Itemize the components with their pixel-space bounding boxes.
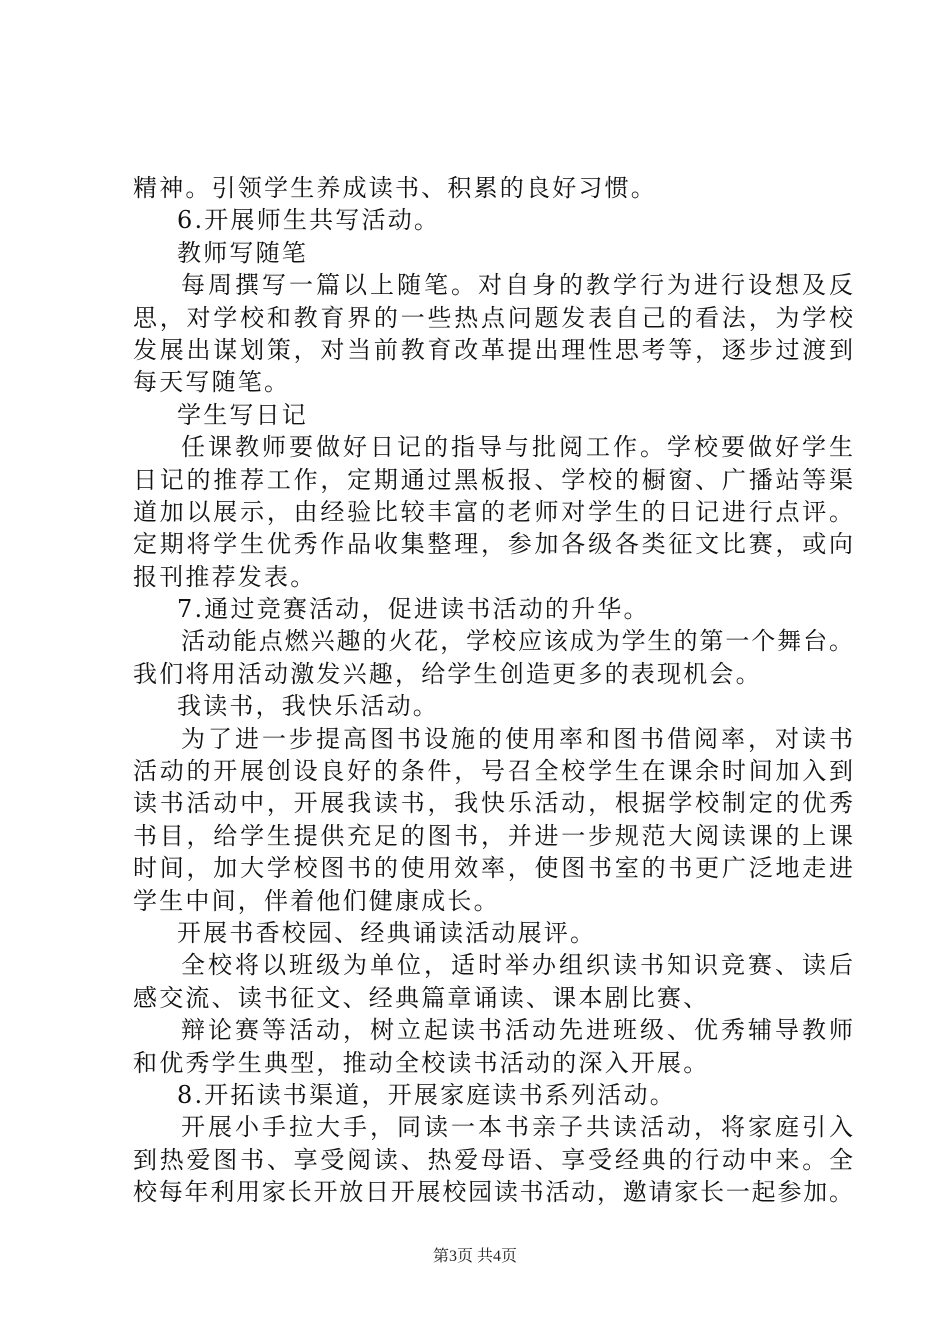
text-line: 道加以展示，由经验比较丰富的老师对学生的日记进行点评。 <box>133 497 853 526</box>
text-line: 学生中间，伴着他们健康成长。 <box>133 886 500 915</box>
text-line: 活动能点燃兴趣的火花，学校应该成为学生的第一个舞台。 <box>181 627 853 656</box>
text-line: 报刊推荐发表。 <box>133 562 317 591</box>
text-line: 辩论赛等活动，树立起读书活动先进班级、优秀辅导教师 <box>181 1016 853 1045</box>
text-line: 精神。引领学生养成读书、积累的良好习惯。 <box>133 174 657 202</box>
text-line: 教师写随笔 <box>177 238 308 267</box>
text-line: 开展小手拉大手，同读一本书亲子共读活动，将家庭引入 <box>181 1113 853 1142</box>
text-line: 书目，给学生提供充足的图书，并进一步规范大阅读课的上课 <box>133 821 853 850</box>
text-line: 思，对学校和教育界的一些热点问题发表自己的看法，为学校 <box>133 303 853 332</box>
text-line: 校每年利用家长开放日开展校园读书活动，邀请家长一起参加。 <box>133 1178 853 1207</box>
text-line: 我们将用活动激发兴趣，给学生创造更多的表现机会。 <box>133 659 762 688</box>
text-line: 开展书香校园、经典诵读活动展评。 <box>177 918 597 947</box>
text-line: 7.通过竞赛活动，促进读书活动的升华。 <box>177 595 650 624</box>
text-line: 学生写日记 <box>177 400 308 429</box>
text-line: 到热爱图书、享受阅读、热爱母语、享受经典的行动中来。全 <box>133 1145 853 1174</box>
text-line: 全校将以班级为单位，适时举办组织读书知识竞赛、读后 <box>181 951 853 980</box>
text-line: 我读书，我快乐活动。 <box>177 692 439 721</box>
text-line: 和优秀学生典型，推动全校读书活动的深入开展。 <box>133 1048 710 1077</box>
document-body <box>133 172 853 1209</box>
text-line: 每周撰写一篇以上随笔。对自身的教学行为进行设想及反 <box>181 271 853 300</box>
text-line: 定期将学生优秀作品收集整理，参加各级各类征文比赛，或向 <box>133 530 853 559</box>
text-line: 活动的开展创设良好的条件，号召全校学生在课余时间加入到 <box>133 757 853 786</box>
text-line: 感交流、读书征文、经典篇章诵读、课本剧比赛、 <box>133 983 710 1012</box>
page-number-footer: 第3页 共4页 <box>432 1248 517 1265</box>
text-line: 时间，加大学校图书的使用效率，使图书室的书更广泛地走进 <box>133 854 853 883</box>
text-line: 读书活动中，开展我读书，我快乐活动，根据学校制定的优秀 <box>133 789 853 818</box>
text-line: 日记的推荐工作，定期通过黑板报、学校的橱窗、广播站等渠 <box>133 465 853 494</box>
text-line: 发展出谋划策，对当前教育改革提出理性思考等，逐步过渡到 <box>133 335 853 364</box>
text-line: 8.开拓读书渠道，开展家庭读书系列活动。 <box>177 1080 676 1109</box>
text-line: 为了进一步提高图书设施的使用率和图书借阅率，对读书 <box>181 724 853 753</box>
text-line: 任课教师要做好日记的指导与批阅工作。学校要做好学生 <box>181 433 853 462</box>
text-line: 6.开展师生共写活动。 <box>177 206 441 235</box>
text-line: 每天写随笔。 <box>133 368 291 397</box>
